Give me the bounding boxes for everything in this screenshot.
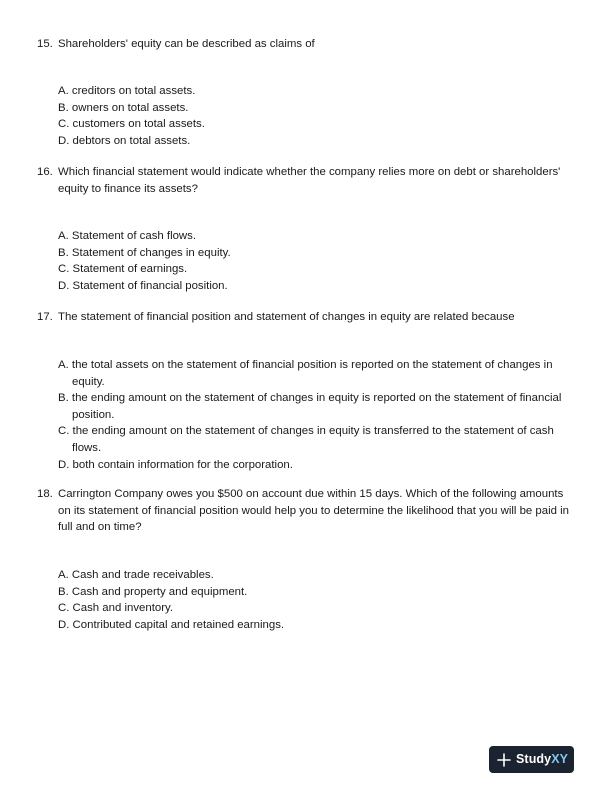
option-d: D. both contain information for the corporation.	[58, 458, 293, 471]
option-a: A. Statement of cash flows.	[58, 230, 197, 242]
option-b: B. Statement of changes in equity.	[58, 246, 231, 259]
question-number: 16.	[37, 166, 53, 178]
options-list-17	[58, 357, 578, 473]
option-b: B. owners on total assets.	[58, 101, 189, 114]
question-text: Which financial statement would indicate whether the company relies more on debt or shareholders' equity to finance its assets?	[58, 166, 561, 195]
plus-icon	[497, 753, 511, 767]
option-d: D. debtors on total assets.	[58, 134, 191, 147]
option-c: C. Cash and inventory.	[58, 602, 174, 615]
option-c: C. Statement of earnings.	[58, 263, 188, 276]
option-d: D. Contributed capital and retained earnings.	[58, 618, 285, 631]
option-a: A. Cash and trade receivables.	[58, 569, 214, 581]
option-a: A. the total assets on the statement of financial position is reported on the statement of changes in equity.	[58, 359, 553, 388]
options-list-16	[58, 228, 578, 294]
question-number: 15.	[37, 38, 53, 50]
options-list-18	[58, 567, 578, 633]
option-a: A. creditors on total assets.	[58, 85, 196, 97]
option-b: B. Cash and property and equipment.	[58, 585, 248, 598]
question-18	[37, 486, 577, 536]
option-d: D. Statement of financial position.	[58, 279, 228, 292]
option-b: B. the ending amount on the statement of changes in equity is reported on the statement of financial position.	[58, 392, 562, 421]
option-c: C. the ending amount on the statement of changes in equity is transferred to the statement of cash flows.	[58, 425, 554, 454]
question-text: The statement of financial position and statement of changes in equity are related because	[58, 311, 515, 323]
question-number: 17.	[37, 311, 53, 323]
studyxy-logo	[489, 746, 574, 773]
question-15	[37, 36, 577, 53]
question-16	[37, 164, 577, 197]
question-17	[37, 309, 577, 326]
question-text: Shareholders' equity can be described as claims of	[58, 38, 315, 50]
question-text: Carrington Company owes you $500 on account due within 15 days. Which of the following amounts on its statement of financial position would help you to determine the likelihood that you will be paid in full and on time?	[58, 488, 569, 534]
option-c: C. customers on total assets.	[58, 118, 205, 131]
logo-text-study: Study	[516, 752, 552, 767]
question-number: 18.	[37, 488, 53, 500]
options-list-15	[58, 83, 578, 149]
logo-text-xy: XY	[551, 752, 569, 767]
logo-text	[516, 751, 568, 768]
